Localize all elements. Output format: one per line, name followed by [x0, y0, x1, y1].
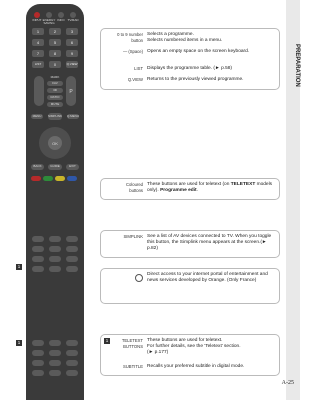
list-key: LIST [134, 66, 143, 71]
remote-label-energy: ENERGY SAVING [42, 18, 56, 25]
remote-label-exit: EXIT [69, 164, 76, 168]
remote-key-7: 7 [32, 50, 44, 57]
remote-lower-button-icon [66, 236, 78, 242]
remote-control-illustration [26, 4, 84, 400]
remote-label-guide: GUIDE [50, 164, 60, 168]
teletext-section [100, 334, 280, 376]
teletext-buttons-key: TELETEXT BUTTONS [121, 338, 143, 349]
remote-label-tvrad: TV/RAD [67, 18, 79, 22]
remote-label-back: BACK [33, 164, 42, 168]
remote-label-p: P [69, 89, 73, 95]
remote-lower-button-icon [49, 236, 61, 242]
number-button-key: 0 to 9 number button [117, 32, 143, 43]
remote-lower-button-icon [32, 256, 44, 262]
remote-label-mute: MUTE [50, 102, 60, 106]
remote-label-ratio: RATIO [50, 95, 60, 99]
remote-label-menu: MENU [32, 114, 42, 118]
side-tab-label: PREPARATION [294, 43, 300, 87]
subtitle-key: SUBTITLE [122, 364, 143, 369]
remote-key-list: LIST [32, 61, 44, 68]
callout-marker-1: 1 [17, 264, 21, 269]
number-buttons-section [100, 28, 280, 90]
remote-lower-button-icon [32, 246, 44, 252]
remote-lower-button-icon [49, 350, 61, 356]
remote-lower-button-icon [32, 340, 44, 346]
remote-key-4: 4 [32, 39, 44, 46]
remote-lower-button-icon [49, 340, 61, 346]
red-button-icon [31, 176, 41, 181]
remote-lower-button-icon [49, 256, 61, 262]
remote-lower-button-icon [32, 236, 44, 242]
number-button-desc: Selects a programme. Selects numbered items in a menu. [147, 32, 223, 43]
yellow-button-icon [55, 176, 65, 181]
remote-lower-button-icon [66, 360, 78, 366]
remote-key-5: 5 [49, 39, 61, 46]
coloured-buttons-desc: These buttons are used for teletext (on TELETEXT models only). Programme edit. [147, 182, 273, 193]
remote-lower-button-icon [49, 360, 61, 366]
qview-desc: Returns to the previously viewed programme. [147, 77, 244, 82]
remote-label-info: INFO [57, 18, 65, 22]
remote-lower-button-icon [66, 266, 78, 272]
simplink-desc: See a list of AV devices connected to TV. When you toggle this button, the Simplink menu appears at the screen.(► p.82) [147, 234, 272, 251]
remote-label-fav: FAV [52, 81, 58, 85]
remote-lower-button-icon [32, 360, 44, 366]
qview-key: Q.VIEW [127, 77, 143, 82]
remote-key-0: 0 [49, 61, 61, 68]
remote-lower-button-icon [49, 246, 61, 252]
remote-label-mark: MARK [50, 75, 60, 79]
remote-lower-button-icon [49, 266, 61, 272]
teletext-section-badge: 1 [105, 338, 109, 343]
remote-key-qview: Q.VIEW [66, 62, 78, 66]
remote-key-6: 6 [66, 39, 78, 46]
subtitle-desc: Recalls your preferred subtitle in digital mode. [147, 364, 245, 369]
green-button-icon [43, 176, 53, 181]
remote-lower-button-icon [49, 370, 61, 376]
remote-key-8: 8 [49, 50, 61, 57]
list-desc: Displays the programme table. (► p.58) [147, 66, 232, 71]
remote-label-simplink: SIMPLINK [48, 114, 63, 118]
remote-lower-button-icon [32, 370, 44, 376]
remote-label-qmenu: Q.MENU [67, 114, 79, 118]
remote-key-2: 2 [49, 28, 61, 35]
blue-button-icon [67, 176, 77, 181]
remote-lower-button-icon [32, 350, 44, 356]
remote-key-1: 1 [32, 28, 44, 35]
coloured-buttons-section [100, 178, 280, 200]
remote-key-3: 3 [66, 28, 78, 35]
page-number: A-25 [281, 380, 294, 386]
remote-lower-button-icon [66, 370, 78, 376]
remote-label-input: INPUT [32, 18, 42, 22]
remote-lower-button-icon [32, 266, 44, 272]
orange-portal-desc: Direct access to your internet portal of entertainment and news services developed by Orange. (Only France) [147, 272, 268, 283]
volume-rocker-icon [34, 76, 44, 106]
simplink-section [100, 230, 280, 258]
callout-marker-1b: 1 [17, 340, 21, 345]
orange-portal-section [100, 268, 280, 304]
remote-key-9: 9 [66, 50, 78, 57]
remote-lower-button-icon [66, 256, 78, 262]
teletext-buttons-desc: These buttons are used for teletext. For further details, see the 'Teletext' section. (► p.177) [147, 338, 241, 355]
simplink-key: SIMPLINK [123, 234, 143, 239]
remote-lower-button-icon [66, 350, 78, 356]
space-key: — (Space) [122, 49, 143, 54]
globe-icon [135, 274, 143, 282]
remote-lower-button-icon [66, 246, 78, 252]
remote-label-3d: 3D [53, 88, 57, 92]
remote-lower-button-icon [66, 340, 78, 346]
space-desc: Opens an empty space on the screen keyboard. [147, 49, 250, 54]
remote-label-ok: OK [52, 141, 58, 146]
coloured-buttons-key: Coloured buttons [126, 182, 143, 193]
